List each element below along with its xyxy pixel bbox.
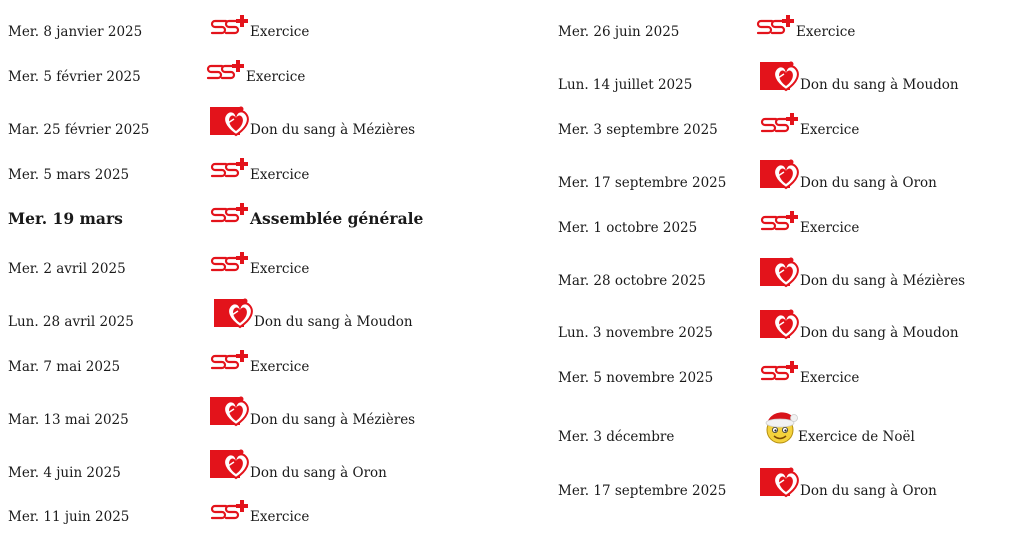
- sapeurs-pompiers-logo-icon: [760, 211, 800, 231]
- blood-donation-heart-icon: [210, 448, 250, 480]
- entry-date: Mer. 1 octobre 2025: [558, 220, 698, 236]
- sapeurs-pompiers-logo-icon: [210, 158, 250, 178]
- entry-date: Mer. 4 juin 2025: [8, 465, 121, 481]
- entry-label: Exercice: [250, 261, 310, 277]
- blood-donation-heart-icon: [210, 395, 250, 427]
- entry-date: Mer. 8 janvier 2025: [8, 24, 143, 40]
- sapeurs-pompiers-logo-icon: [210, 350, 250, 370]
- schedule-entry: [550, 3, 1024, 43]
- schedule-entry: [0, 338, 500, 378]
- entry-date: Mar. 7 mai 2025: [8, 359, 121, 375]
- blood-donation-heart-icon: [210, 105, 250, 137]
- blood-donation-heart-icon: [214, 297, 254, 329]
- entry-label: Exercice: [796, 24, 856, 40]
- sapeurs-pompiers-logo-icon: [206, 60, 246, 80]
- sapeurs-pompiers-logo-icon: [210, 203, 250, 223]
- entry-date: Mar. 28 octobre 2025: [558, 273, 706, 289]
- schedule-entry: [550, 56, 1024, 96]
- blood-donation-heart-icon: [760, 158, 800, 190]
- schedule-entry: [550, 349, 1024, 389]
- entry-date: Mer. 26 juin 2025: [558, 24, 680, 40]
- sapeurs-pompiers-logo-icon: [210, 500, 250, 520]
- schedule-entry: [0, 146, 500, 186]
- sapeurs-pompiers-logo-icon: [760, 361, 800, 381]
- sapeurs-pompiers-logo-icon: [210, 252, 250, 272]
- entry-label: Don du sang à Moudon: [800, 325, 959, 341]
- schedule-entry: [0, 488, 500, 528]
- entry-label: Exercice: [250, 359, 310, 375]
- santa-smiley-icon: [760, 406, 800, 446]
- blood-donation-heart-icon: [760, 466, 800, 498]
- entry-label: Assemblée générale: [250, 209, 424, 228]
- entry-date: Mar. 25 février 2025: [8, 122, 150, 138]
- sapeurs-pompiers-logo-icon: [760, 113, 800, 133]
- entry-label: Exercice: [800, 220, 860, 236]
- entry-label: Don du sang à Oron: [250, 465, 387, 481]
- entry-label: Don du sang à Mézières: [250, 412, 416, 428]
- entry-date: Lun. 14 juillet 2025: [558, 77, 693, 93]
- entry-label: Exercice: [250, 167, 310, 183]
- sapeurs-pompiers-logo-icon: [210, 15, 250, 35]
- schedule-entry: [550, 199, 1024, 239]
- entry-date: Mer. 5 novembre 2025: [558, 370, 714, 386]
- entry-label: Exercice: [250, 509, 310, 525]
- left-schedule-column: [0, 0, 500, 541]
- schedule-entry: [550, 101, 1024, 141]
- entry-label: Don du sang à Moudon: [800, 77, 959, 93]
- schedule-entry: [550, 304, 1024, 344]
- sapeurs-pompiers-logo-icon: [756, 15, 796, 35]
- entry-date: Mar. 13 mai 2025: [8, 412, 129, 428]
- entry-label: Don du sang à Mézières: [800, 273, 966, 289]
- blood-donation-heart-icon: [760, 256, 800, 288]
- schedule-entry: [550, 408, 1024, 448]
- entry-label: Exercice: [800, 370, 860, 386]
- schedule-entry: [0, 191, 500, 231]
- schedule-entry: [550, 252, 1024, 292]
- entry-date: Mer. 3 décembre: [558, 429, 675, 445]
- schedule-entry: [0, 48, 500, 88]
- blood-donation-heart-icon: [760, 308, 800, 340]
- entry-date: Mer. 11 juin 2025: [8, 509, 130, 525]
- schedule-entry: [0, 293, 500, 333]
- entry-label: Exercice: [250, 24, 310, 40]
- entry-label: Don du sang à Oron: [800, 175, 937, 191]
- entry-label: Don du sang à Oron: [800, 483, 937, 499]
- schedule-entry: [0, 240, 500, 280]
- entry-date: Lun. 3 novembre 2025: [558, 325, 713, 341]
- entry-date: Mer. 17 septembre 2025: [558, 175, 727, 191]
- schedule-entry: [0, 444, 500, 484]
- entry-label: Exercice: [800, 122, 860, 138]
- entry-date: Mer. 5 mars 2025: [8, 167, 130, 183]
- entry-date: Mer. 17 septembre 2025: [558, 483, 727, 499]
- schedule-entry: [0, 3, 500, 43]
- entry-date: Mer. 2 avril 2025: [8, 261, 126, 277]
- entry-label: Don du sang à Moudon: [254, 314, 413, 330]
- blood-donation-heart-icon: [760, 60, 800, 92]
- entry-date: Lun. 28 avril 2025: [8, 314, 134, 330]
- right-schedule-column: [550, 0, 1024, 541]
- entry-date: Mer. 5 février 2025: [8, 69, 141, 85]
- entry-date: Mer. 19 mars: [8, 209, 123, 228]
- entry-label: Exercice de Noël: [798, 429, 915, 445]
- schedule-entry: [0, 391, 500, 431]
- entry-label: Don du sang à Mézières: [250, 122, 416, 138]
- schedule-entry: [0, 101, 500, 141]
- schedule-entry: [550, 154, 1024, 194]
- entry-label: Exercice: [246, 69, 306, 85]
- schedule-entry: [550, 462, 1024, 502]
- entry-date: Mer. 3 septembre 2025: [558, 122, 718, 138]
